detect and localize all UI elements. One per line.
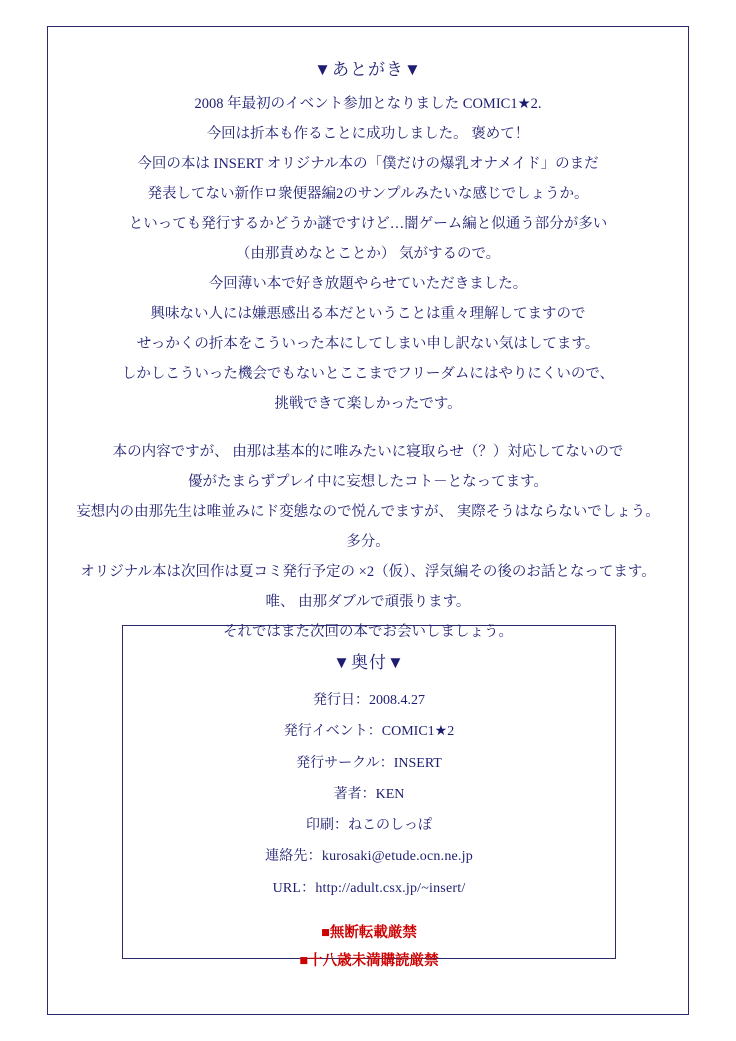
afterword-paragraph: といっても発行するかどうか謎ですけど…闇ゲーム編と似通う部分が多い [128, 216, 608, 233]
afterword-paragraph: 唯、 由那ダブルで頑張ります。 [265, 594, 471, 611]
colophon-publish-date: 発行日：2008.4.27 [313, 693, 425, 708]
colophon-contact-email: 連絡先：kurosaki@etude.ocn.ne.jp [265, 849, 473, 865]
afterword-paragraph: 妄想内の由那先生は唯並みにド変態なので悦んでますが、 実際そうはならないでしょう。 [76, 504, 660, 521]
afterword-paragraph: それではまた次回の本でお会いしましょう。 [223, 624, 513, 641]
afterword-paragraph: 2008 年最初のイベント参加となりました COMIC1★2. [194, 96, 542, 112]
paragraph-spacer [60, 424, 676, 442]
afterword-title: ▼あとがき▼ [314, 60, 422, 79]
afterword-paragraph: 優がたまらずプレイ中に妄想したコト－となってます。 [187, 474, 549, 491]
afterword-paragraph: せっかくの折本をこういった本にしてしまい申し訳ない気はしてます。 [136, 336, 600, 353]
afterword-paragraph: 多分。 [346, 534, 390, 551]
colophon-title: ▼奥付▼ [333, 653, 405, 672]
colophon-event: 発行イベント：COMIC1★2 [283, 724, 455, 740]
afterword-paragraph: 今回薄い本で好き放題やらせていただきました。 [208, 276, 528, 293]
afterword-paragraph: 今回は折本も作ることに成功しました。 褒めて！ [206, 126, 530, 143]
afterword-paragraph: 本の内容ですが、 由那は基本的に唯みたいに寝取らせ（？）対応してないので [112, 444, 624, 461]
colophon-printer: 印刷：ねこのしっぽ [306, 818, 432, 834]
afterword-paragraph: 今回の本は INSERT オリジナル本の「僕だけの爆乳オナメイド」のまだ [137, 156, 599, 173]
afterword-section [60, 55, 676, 652]
afterword-paragraph: 挑戦できて楽しかったです。 [274, 396, 462, 413]
colophon-circle: 発行サークル：INSERT [296, 755, 442, 771]
warning-no-reprint: ■無断転載厳禁 [321, 925, 417, 942]
afterword-paragraph: 発表してない新作ロ衆便器編2のサンプルみたいな感じでしょうか。 [147, 186, 589, 203]
warning-age-restriction: ■十八歳未満購読厳禁 [299, 952, 439, 969]
afterword-paragraph: オリジナル本は次回作は夏コミ発行予定の ×2（仮）、浮気編その後のお話となってます。 [80, 564, 656, 581]
colophon-author: 著者：KEN [333, 786, 405, 802]
colophon-url: URL：http://adult.csx.jp/~insert/ [272, 880, 466, 896]
afterword-paragraph: しかしこういった機会でもないとここまでフリーダムにはやりにくいので、 [121, 366, 615, 383]
warning-block [123, 923, 615, 973]
afterword-paragraph: 興味ない人には嫌悪感出る本だということは重々理解してますので [150, 306, 586, 323]
afterword-paragraph: （由那責めなとことか） 気がするので。 [235, 246, 501, 263]
colophon-box [122, 625, 616, 969]
